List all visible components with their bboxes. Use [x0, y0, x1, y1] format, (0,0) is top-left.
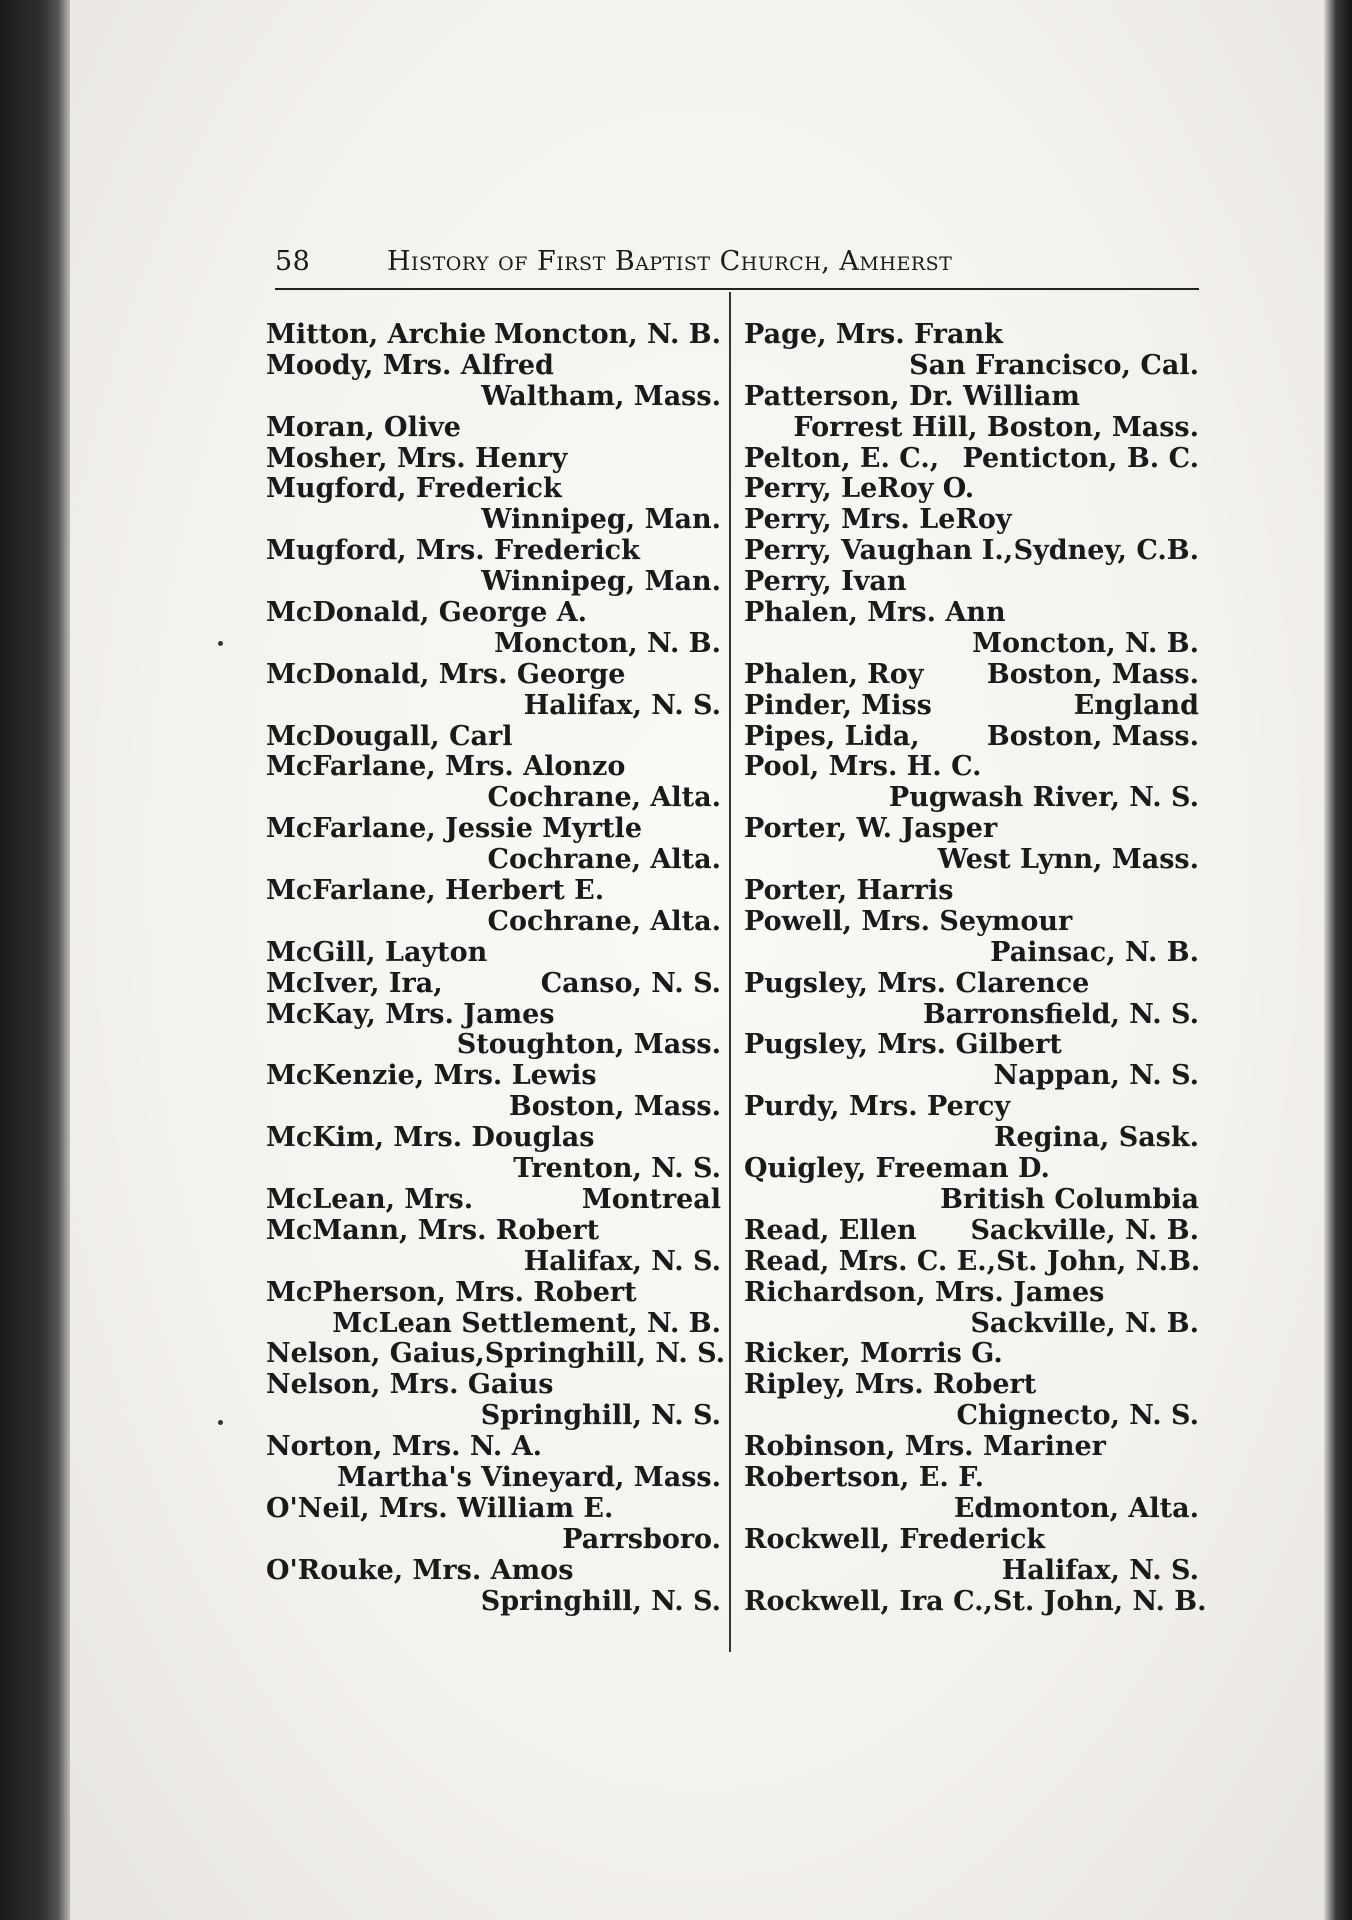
member-location: Stoughton, Mass. — [456, 1029, 721, 1061]
entry-line — [744, 783, 1199, 814]
entry-line — [266, 845, 721, 876]
member-name: Pugsley, Mrs. Gilbert — [744, 1029, 1062, 1061]
page-edge — [1324, 0, 1352, 1920]
member-name: McLean, Mrs. — [266, 1183, 474, 1215]
entry-line — [744, 474, 1199, 505]
member-name: Perry, Mrs. LeRoy — [744, 504, 1012, 536]
member-location: Parrsboro. — [562, 1523, 721, 1555]
entry-line — [266, 1463, 721, 1494]
member-location: Montreal — [581, 1183, 721, 1215]
member-name: Pool, Mrs. H. C. — [744, 751, 982, 783]
entry-line — [744, 969, 1199, 1000]
member-name: Pipes, Lida, — [744, 720, 920, 752]
member-location: England — [1073, 689, 1199, 721]
entry-line — [266, 1123, 721, 1154]
member-name: Perry, LeRoy O. — [744, 473, 975, 505]
entry-line — [266, 907, 721, 938]
member-name: Perry, Ivan — [744, 566, 907, 598]
member-name: Porter, Harris — [744, 875, 954, 907]
member-location: Boston, Mass. — [986, 720, 1199, 752]
entry-line — [266, 1556, 721, 1587]
member-location: Cochrane, Alta. — [487, 905, 721, 937]
member-name: Powell, Mrs. Seymour — [744, 905, 1073, 937]
member-location: Winnipeg, Man. — [481, 504, 721, 536]
entry-line — [266, 320, 721, 351]
member-name: McFarlane, Jessie Myrtle — [266, 813, 642, 845]
entry-line — [744, 1247, 1199, 1278]
entry-line — [744, 722, 1199, 753]
member-name: Mosher, Mrs. Henry — [266, 442, 568, 474]
member-location: Canso, N. S. — [540, 967, 721, 999]
page-number: 58 — [275, 246, 311, 277]
entry-line — [266, 752, 721, 783]
left-column — [266, 319, 726, 1617]
member-name: Porter, W. Jasper — [744, 813, 998, 845]
entry-line — [266, 474, 721, 505]
entry-line — [744, 1092, 1199, 1123]
member-location: Barronsfield, N. S. — [922, 998, 1199, 1030]
member-name: O'Neil, Mrs. William E. — [266, 1492, 614, 1524]
member-location: Springhill, N. S. — [480, 1400, 721, 1432]
entry-line — [266, 1525, 721, 1556]
entry-line — [266, 598, 721, 629]
member-location: Halifax, N. S. — [1001, 1554, 1199, 1586]
entry-line — [744, 1030, 1199, 1061]
member-name: Read, Mrs. C. E., — [744, 1245, 997, 1277]
entry-line — [744, 691, 1199, 722]
member-location: Pugwash River, N. S. — [888, 782, 1199, 814]
member-name: McIver, Ira, — [266, 967, 443, 999]
entry-line — [266, 1154, 721, 1185]
entry-line — [266, 722, 721, 753]
member-name: McKay, Mrs. James — [266, 998, 555, 1030]
member-name: Ricker, Morris G. — [744, 1338, 1003, 1370]
ink-speck — [218, 641, 223, 646]
entry-line — [744, 876, 1199, 907]
member-location: Regina, Sask. — [994, 1122, 1199, 1154]
entry-line — [266, 969, 721, 1000]
entry-line — [744, 1401, 1199, 1432]
member-location: Penticton, B. C. — [962, 442, 1199, 474]
entry-line — [744, 1154, 1199, 1185]
entry-line — [266, 660, 721, 691]
member-location: St. John, N. B. — [992, 1585, 1207, 1617]
entry-line — [744, 1585, 1207, 1618]
member-location: British Columbia — [940, 1183, 1199, 1215]
member-name: McDonald, Mrs. George — [266, 658, 626, 690]
entry-line — [744, 1525, 1199, 1556]
member-name: McDonald, George A. — [266, 597, 588, 629]
entry-line — [266, 1494, 721, 1525]
member-name: Robertson, E. F. — [744, 1461, 985, 1493]
entry-line — [744, 660, 1199, 691]
entry-line — [266, 351, 721, 382]
entry-line — [744, 598, 1199, 629]
entry-line — [744, 629, 1199, 660]
member-name: Ripley, Mrs. Robert — [744, 1369, 1037, 1401]
member-location: Forrest Hill, Boston, Mass. — [793, 411, 1199, 443]
right-column — [744, 319, 1207, 1617]
member-location: Martha's Vineyard, Mass. — [337, 1461, 721, 1493]
entry-line — [266, 1401, 721, 1432]
member-name: Richardson, Mrs. James — [744, 1276, 1105, 1308]
running-title: History of First Baptist Church, Amherst — [387, 246, 953, 277]
member-location: Winnipeg, Man. — [481, 566, 721, 598]
header-rule — [275, 288, 1199, 290]
entry-line — [744, 1185, 1199, 1216]
member-name: McPherson, Mrs. Robert — [266, 1276, 637, 1308]
member-name: Quigley, Freeman D. — [744, 1153, 1050, 1185]
member-name: Rockwell, Frederick — [744, 1523, 1046, 1555]
entry-line — [266, 567, 721, 598]
entry-line — [744, 752, 1199, 783]
member-location: West Lynn, Mass. — [937, 844, 1199, 876]
entry-line — [266, 691, 721, 722]
entry-line — [744, 1556, 1199, 1587]
entry-line — [744, 1494, 1199, 1525]
member-location: Moncton, N. B. — [494, 319, 721, 350]
member-location: Chignecto, N. S. — [956, 1400, 1199, 1432]
member-name: O'Rouke, Mrs. Amos — [266, 1554, 574, 1586]
member-location: Moncton, N. B. — [494, 627, 721, 659]
member-name: Moody, Mrs. Alfred — [266, 349, 554, 381]
member-name: Read, Ellen — [744, 1214, 917, 1246]
book-binding — [0, 0, 70, 1920]
member-name: Pinder, Miss — [744, 689, 932, 721]
member-name: Mitton, Archie — [266, 319, 487, 350]
member-name: Phalen, Mrs. Ann — [744, 597, 1006, 629]
member-location: McLean Settlement, N. B. — [332, 1307, 721, 1339]
entry-line — [266, 1370, 721, 1401]
member-name: McDougall, Carl — [266, 720, 513, 752]
entry-line — [266, 1061, 721, 1092]
member-name: Nelson, Gaius, — [266, 1338, 485, 1370]
member-location: Trenton, N. S. — [513, 1153, 721, 1185]
member-name: McMann, Mrs. Robert — [266, 1214, 600, 1246]
entry-line — [744, 1216, 1199, 1247]
member-name: Perry, Vaughan I., — [744, 535, 1014, 567]
member-name: McFarlane, Mrs. Alonzo — [266, 751, 626, 783]
member-location: St. John, N.B. — [996, 1245, 1201, 1277]
member-name: Nelson, Mrs. Gaius — [266, 1369, 554, 1401]
entry-line — [266, 1247, 721, 1278]
entry-line — [266, 1432, 721, 1463]
entry-line — [266, 505, 721, 536]
member-location: Cochrane, Alta. — [487, 844, 721, 876]
entry-line — [744, 1463, 1199, 1494]
entry-line — [266, 1185, 721, 1216]
member-name: Page, Mrs. Frank — [744, 319, 1003, 350]
entry-line — [266, 629, 721, 660]
member-name: McKenzie, Mrs. Lewis — [266, 1060, 597, 1092]
entry-line — [266, 1000, 721, 1031]
member-location: Sackville, N. B. — [970, 1214, 1199, 1246]
member-location: Boston, Mass. — [986, 658, 1199, 690]
entry-line — [266, 413, 721, 444]
member-location: Boston, Mass. — [508, 1091, 721, 1123]
entry-line — [744, 845, 1199, 876]
ink-speck — [218, 1420, 223, 1425]
member-location: Cochrane, Alta. — [487, 782, 721, 814]
member-name: Rockwell, Ira C., — [744, 1585, 993, 1617]
member-name: McGill, Layton — [266, 936, 488, 968]
member-location: Waltham, Mass. — [481, 380, 721, 412]
entry-line — [744, 567, 1199, 598]
member-location: Springhill, N. S. — [480, 1585, 721, 1617]
member-location: San Francisco, Cal. — [909, 349, 1199, 381]
entry-line — [744, 1339, 1199, 1370]
column-divider — [729, 292, 731, 1652]
entry-line — [266, 1587, 721, 1618]
entry-line — [266, 536, 721, 567]
member-location: Halifax, N. S. — [523, 1245, 721, 1277]
member-location: Sackville, N. B. — [970, 1307, 1199, 1339]
entry-line — [266, 1338, 726, 1370]
entry-line — [744, 1432, 1199, 1463]
entry-line — [744, 938, 1199, 969]
member-name: Mugford, Mrs. Frederick — [266, 535, 640, 567]
member-name: Pugsley, Mrs. Clarence — [744, 967, 1090, 999]
entry-line — [266, 876, 721, 907]
entry-line — [744, 1061, 1199, 1092]
entry-line — [266, 1309, 721, 1340]
entry-line — [266, 783, 721, 814]
member-name: Pelton, E. C., — [744, 442, 940, 474]
entry-line — [266, 1278, 721, 1309]
member-name: Robinson, Mrs. Mariner — [744, 1431, 1106, 1463]
entry-line — [744, 1278, 1199, 1309]
member-name: McFarlane, Herbert E. — [266, 875, 605, 907]
member-name: Norton, Mrs. N. A. — [266, 1431, 543, 1463]
entry-line — [266, 938, 721, 969]
entry-line — [744, 320, 1199, 351]
entry-line — [266, 1092, 721, 1123]
entry-line — [744, 1370, 1199, 1401]
entry-line — [266, 1216, 721, 1247]
entry-line — [744, 505, 1199, 536]
entry-line — [266, 814, 721, 845]
entry-line — [744, 1123, 1199, 1154]
member-name: McKim, Mrs. Douglas — [266, 1122, 595, 1154]
member-location: Edmonton, Alta. — [953, 1492, 1199, 1524]
page-header — [275, 246, 1195, 288]
entry-line — [744, 382, 1199, 413]
member-location: Moncton, N. B. — [972, 627, 1199, 659]
member-name: Patterson, Dr. William — [744, 380, 1080, 412]
entry-line — [266, 1030, 721, 1061]
member-name: Phalen, Roy — [744, 658, 924, 690]
entry-line — [744, 1309, 1199, 1340]
entry-line — [744, 907, 1199, 938]
member-location: Nappan, N. S. — [993, 1060, 1199, 1092]
entry-line — [266, 444, 721, 475]
entry-line — [744, 444, 1199, 475]
member-name: Mugford, Frederick — [266, 473, 562, 505]
entry-line — [744, 814, 1199, 845]
member-name: Moran, Olive — [266, 411, 461, 443]
member-location: Springhill, N. S. — [484, 1338, 726, 1370]
entry-line — [744, 536, 1199, 567]
entry-line — [744, 1000, 1199, 1031]
member-location: Painsac, N. B. — [990, 936, 1199, 968]
entry-line — [266, 382, 721, 413]
member-location: Halifax, N. S. — [523, 689, 721, 721]
member-name: Purdy, Mrs. Percy — [744, 1091, 1011, 1123]
entry-line — [744, 351, 1199, 382]
member-location: Sydney, C.B. — [1013, 535, 1199, 567]
entry-line — [744, 413, 1199, 444]
